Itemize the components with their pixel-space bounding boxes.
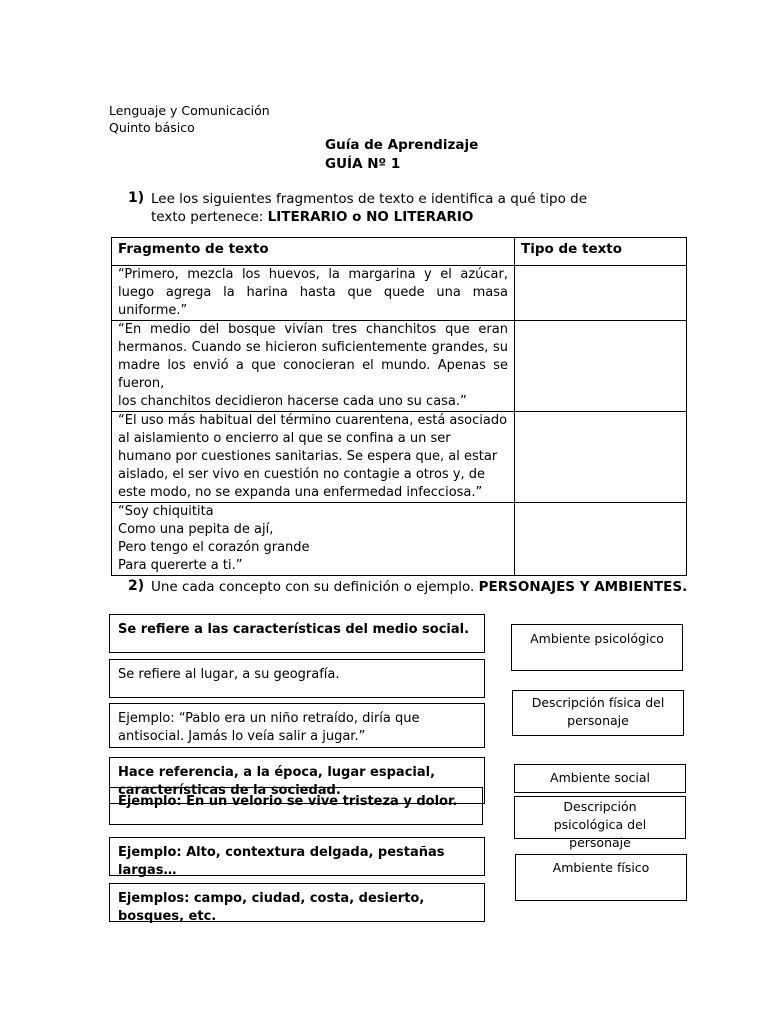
- type-answer-cell[interactable]: [515, 503, 687, 576]
- example-box-lugares[interactable]: Ejemplos: campo, ciudad, costa, desierto, bosques, etc.: [109, 883, 485, 922]
- table-row: [112, 266, 687, 321]
- concept-box-descripcion-fisica[interactable]: Descripción física del personaje: [512, 690, 684, 736]
- fragment-line: Para quererte a ti.”: [118, 558, 243, 573]
- concept-box-ambiente-fisico[interactable]: Ambiente físico: [515, 854, 687, 901]
- example-box-pablo[interactable]: Ejemplo: “Pablo era un niño retraído, diría que antisocial. Jamás lo veía salir a jugar.”: [109, 703, 485, 748]
- fragment-cell: [112, 266, 515, 321]
- table-header-row: [112, 238, 687, 266]
- question-2-instruction: Une cada concepto con su definición o ejemplo.: [151, 579, 479, 595]
- concept-box-ambiente-psicologico[interactable]: Ambiente psicológico: [511, 624, 683, 671]
- fragment-line: “Primero, mezcla los huevos, la margarina y el azúcar, luego agrega la harina hasta que quede una masa uniforme.”: [118, 267, 508, 318]
- fragment-line: los chanchitos decidieron hacerse cada uno su casa.”: [118, 394, 467, 409]
- fragment-line: “El uso más habitual del término cuarentena, está asociado al aislamiento o encierro al que se confina a un ser humano por cuestiones sanitarias. Se espera que, al estar aislado, el ser vivo en cuestión no contagie a otros y, de este modo, no se expanda una enfermedad infecciosa.”: [118, 413, 508, 500]
- type-answer-cell[interactable]: [515, 321, 687, 412]
- definition-box-medio-social[interactable]: Se refiere a las características del medio social.: [109, 614, 485, 653]
- example-box-fisico[interactable]: Ejemplo: Alto, contextura delgada, pestañas largas…: [109, 837, 485, 876]
- example-box-velorio[interactable]: Ejemplo: En un velorio se vive tristeza y dolor.: [109, 787, 483, 825]
- question-2-text: [151, 578, 711, 596]
- table-row: [112, 503, 687, 576]
- subject-label: Lenguaje y Comunicación: [109, 103, 270, 118]
- page-title: Guía de Aprendizaje: [325, 137, 479, 153]
- guide-number: GUÍA Nº 1: [325, 156, 401, 172]
- table-row: [112, 321, 687, 412]
- fragment-cell: [112, 503, 515, 576]
- question-2-emphasis: PERSONAJES Y AMBIENTES.: [478, 579, 688, 595]
- column-header-fragment: Fragmento de texto: [112, 238, 515, 266]
- type-answer-cell[interactable]: [515, 266, 687, 321]
- definition-box-lugar[interactable]: Se refiere al lugar, a su geografía.: [109, 659, 485, 698]
- fragment-line: Como una pepita de ají,: [118, 522, 274, 537]
- type-answer-cell[interactable]: [515, 412, 687, 503]
- question-1-emphasis: LITERARIO o NO LITERARIO: [267, 209, 474, 225]
- table-row: [112, 412, 687, 503]
- question-1-instruction: Lee los siguientes fragmentos de texto e identifica a qué tipo de texto pertenece:: [151, 191, 588, 225]
- definition-box-epoca[interactable]: Hace referencia, a la época, lugar espacial, características de la sociedad.: [109, 757, 485, 804]
- fragment-line: “Soy chiquitita: [118, 504, 214, 519]
- fragment-line: “En medio del bosque vivían tres chanchitos que eran hermanos. Cuando se hicieron suficientemente grandes, su madre los envió a que conocieran el mundo. Apenas se fueron,: [118, 322, 508, 391]
- question-2-number: 2): [128, 578, 145, 594]
- fragment-cell: [112, 321, 515, 412]
- column-header-type: Tipo de texto: [515, 238, 687, 266]
- fragment-cell: [112, 412, 515, 503]
- concept-box-ambiente-social[interactable]: Ambiente social: [514, 764, 686, 793]
- concept-box-descripcion-psicologica[interactable]: Descripción psicológica del personaje: [514, 796, 686, 839]
- question-1-number: 1): [128, 190, 145, 206]
- fragments-table: [111, 237, 687, 576]
- question-1-text: [151, 190, 611, 226]
- fragment-line: Pero tengo el corazón grande: [118, 540, 310, 555]
- grade-label: Quinto básico: [109, 120, 195, 135]
